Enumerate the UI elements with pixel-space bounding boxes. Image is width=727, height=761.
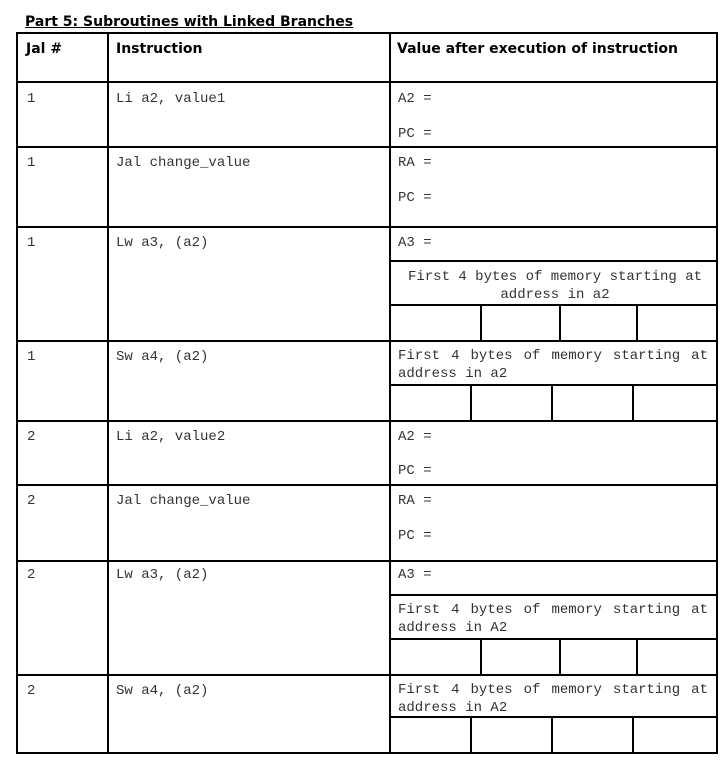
table-border-left <box>16 32 18 754</box>
byte-cell-divider <box>480 638 482 674</box>
row-jal: 1 <box>27 91 36 107</box>
row-jal: 2 <box>27 493 36 509</box>
row-jal: 1 <box>27 349 36 365</box>
row-divider <box>16 340 718 342</box>
value-line: PC = <box>398 463 432 479</box>
byte-cell-divider <box>632 384 634 420</box>
value-line: A3 = <box>398 567 432 583</box>
byte-cell-divider <box>636 304 638 340</box>
row-instruction: Li a2, value1 <box>116 91 226 107</box>
row-divider <box>16 560 718 562</box>
value-line: PC = <box>398 126 432 142</box>
row-divider <box>16 146 718 148</box>
page-title: Part 5: Subroutines with Linked Branches <box>25 14 354 30</box>
row-jal: 1 <box>27 155 36 171</box>
byte-cell-divider <box>470 384 472 420</box>
table-border-bottom <box>16 752 718 754</box>
header-jal: Jal # <box>26 41 63 57</box>
value-line: A3 = <box>398 235 432 251</box>
column-divider <box>107 32 109 754</box>
row-instruction: Lw a3, (a2) <box>116 567 209 583</box>
byte-cell-divider <box>632 716 634 752</box>
subcell-divider <box>390 638 718 640</box>
byte-cell-divider <box>470 716 472 752</box>
byte-cell-divider <box>559 304 561 340</box>
row-jal: 2 <box>27 429 36 445</box>
value-line: RA = <box>398 493 432 509</box>
row-instruction: Li a2, value2 <box>116 429 226 445</box>
row-instruction: Sw a4, (a2) <box>116 683 209 699</box>
value-line: A2 = <box>398 429 432 445</box>
memory-label: First 4 bytes of memory starting at address in A2 <box>398 682 708 716</box>
row-jal: 2 <box>27 567 36 583</box>
byte-cell-divider <box>551 716 553 752</box>
value-line: RA = <box>398 155 432 171</box>
subcell-divider <box>390 260 718 262</box>
memory-label: First 4 bytes of memory starting at address in a2 <box>407 269 703 303</box>
row-instruction: Lw a3, (a2) <box>116 235 209 251</box>
byte-cell-divider <box>480 304 482 340</box>
column-divider <box>389 32 391 754</box>
row-divider <box>16 420 718 422</box>
byte-cell-divider <box>636 638 638 674</box>
row-instruction: Jal change_value <box>116 155 251 171</box>
row-instruction: Sw a4, (a2) <box>116 349 209 365</box>
value-line: PC = <box>398 190 432 206</box>
value-line: PC = <box>398 528 432 544</box>
table-border-right <box>716 32 718 754</box>
subcell-divider <box>390 384 718 386</box>
byte-cell-divider <box>551 384 553 420</box>
header-divider <box>16 81 718 83</box>
value-line: A2 = <box>398 91 432 107</box>
table-border-top <box>16 32 718 34</box>
subcell-divider <box>390 304 718 306</box>
row-jal: 2 <box>27 683 36 699</box>
row-divider <box>16 674 718 676</box>
byte-cell-divider <box>559 638 561 674</box>
subcell-divider <box>390 594 718 596</box>
memory-label: First 4 bytes of memory starting at address in a2 <box>398 348 708 382</box>
row-jal: 1 <box>27 235 36 251</box>
row-divider <box>16 484 718 486</box>
memory-label: First 4 bytes of memory starting at address in A2 <box>398 602 708 636</box>
header-value: Value after execution of instruction <box>397 41 679 57</box>
header-instruction: Instruction <box>116 41 203 57</box>
row-divider <box>16 226 718 228</box>
row-instruction: Jal change_value <box>116 493 251 509</box>
